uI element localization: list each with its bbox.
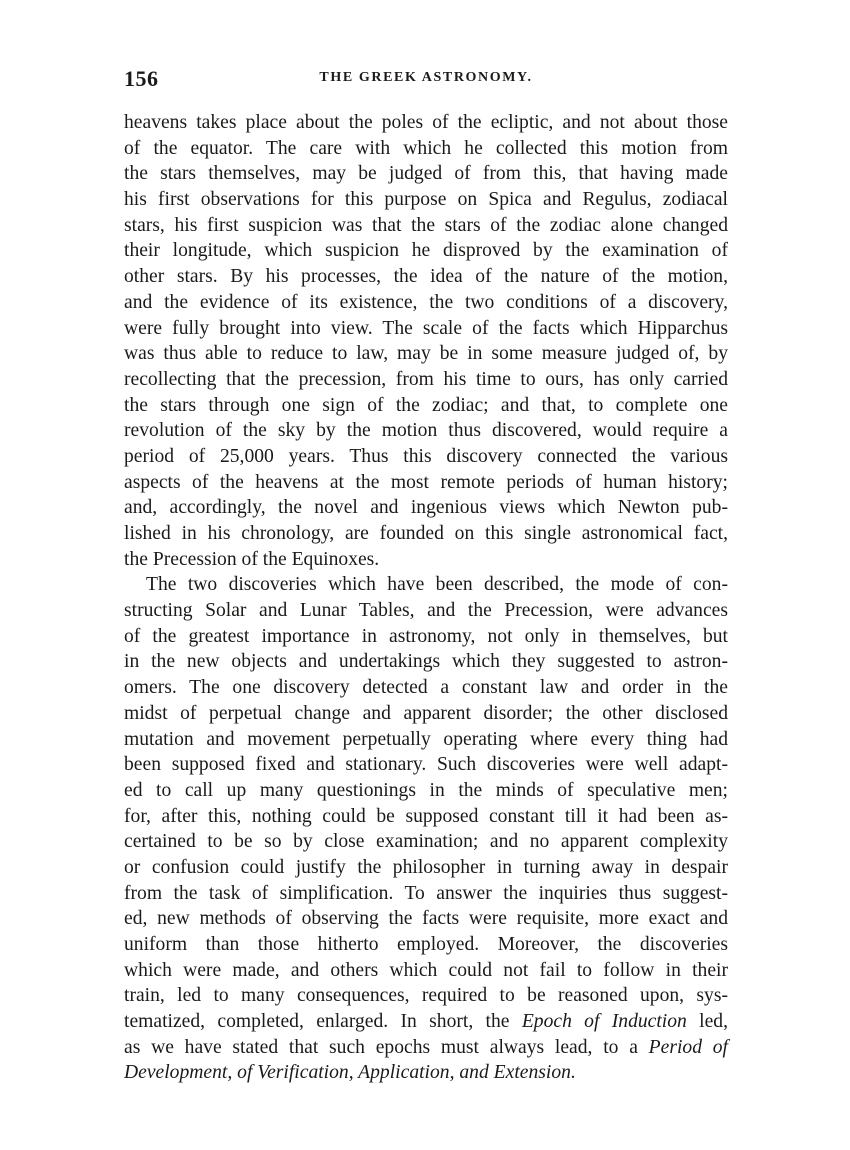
text-line: stars, his first suspicion was that the stars of the zodiac alone changed	[124, 214, 728, 236]
text-line: revolution of the sky by the motion thus discovered, would require a	[124, 420, 728, 442]
paragraph-2	[124, 572, 728, 1086]
text-line	[124, 1035, 728, 1061]
text-line: period of 25,000 years. Thus this discovery connected the various	[124, 445, 728, 467]
text-run: led,	[686, 1011, 728, 1033]
text-line: structing Solar and Lunar Tables, and the Precession, were advances	[124, 600, 728, 622]
text-line: their longitude, which suspicion he disproved by the examination of	[124, 240, 728, 262]
text-line: the stars themselves, may be judged of from this, that having made	[124, 163, 728, 185]
text-line: omers. The one discovery detected a constant law and order in the	[124, 677, 728, 699]
text-line: and the evidence of its existence, the two conditions of a discovery,	[124, 291, 728, 313]
text-line: and, accordingly, the novel and ingenious views which Newton pub-	[124, 497, 728, 519]
text-line: lished in his chronology, are founded on this single astronomical fact,	[124, 523, 728, 544]
text-line: of the greatest importance in astronomy, not only in themselves, but	[124, 625, 728, 647]
text-line: heavens takes place about the poles of the ecliptic, and not about those	[124, 112, 728, 133]
text-line: other stars. By his processes, the idea of the nature of the motion,	[124, 266, 728, 288]
text-line: or confusion could justify the philosopher in turning away in despair	[124, 856, 728, 878]
text-run: as we have stated that such epochs must always lead, to a	[124, 1036, 649, 1058]
text-line: aspects of the heavens at the most remote periods of human history;	[124, 471, 728, 493]
text-line: The two discoveries which have been described, the mode of con-	[146, 574, 728, 596]
page-header	[124, 66, 728, 92]
italic-phrase: Development, of Verification, Application, and Extension.	[124, 1062, 576, 1084]
text-line	[124, 1009, 728, 1035]
text-line: which were made, and others which could not fail to follow in their	[124, 959, 728, 981]
text-line: mutation and movement perpetually operating where every thing had	[124, 728, 728, 750]
text-line: for, after this, nothing could be supposed constant till it had been as-	[124, 805, 728, 827]
text-line: was thus able to reduce to law, may be in some measure judged of, by	[124, 343, 728, 365]
text-line: the stars through one sign of the zodiac; and that, to complete one	[124, 394, 728, 416]
body-text	[124, 110, 728, 1086]
text-line: in the new objects and undertakings which they suggested to astron-	[124, 651, 728, 673]
page-number: 156	[124, 66, 159, 91]
italic-phrase: Period of	[648, 1036, 728, 1058]
italic-phrase: Epoch of Induction	[521, 1011, 687, 1033]
text-line: were fully brought into view. The scale of the facts which Hipparchus	[124, 317, 728, 339]
text-line: recollecting that the precession, from his time to ours, has only carried	[124, 368, 728, 390]
running-title: THE GREEK ASTRONOMY.	[319, 70, 533, 85]
text-line: certained to be so by close examination; and no apparent complexity	[124, 831, 728, 853]
paragraph-1	[124, 110, 728, 572]
text-line: his first observations for this purpose on Spica and Regulus, zodiacal	[124, 189, 728, 211]
text-line: ed to call up many questionings in the minds of speculative men;	[124, 779, 728, 801]
text-line: of the equator. The care with which he collected this motion from	[124, 137, 728, 159]
text-line: midst of perpetual change and apparent disorder; the other disclosed	[124, 702, 728, 724]
text-run: tematized, completed, enlarged. In short, the	[124, 1011, 510, 1033]
text-line: uniform than those hitherto employed. Moreover, the discoveries	[124, 934, 728, 955]
text-line: from the task of simplification. To answer the inquiries thus suggest-	[124, 882, 728, 904]
text-line: the Precession of the Equinoxes.	[124, 548, 380, 570]
text-line: been supposed fixed and stationary. Such discoveries were well adapt-	[124, 754, 728, 776]
text-line: ed, new methods of observing the facts were requisite, more exact and	[124, 908, 728, 930]
text-line: train, led to many consequences, required to be reasoned upon, sys-	[124, 985, 728, 1007]
